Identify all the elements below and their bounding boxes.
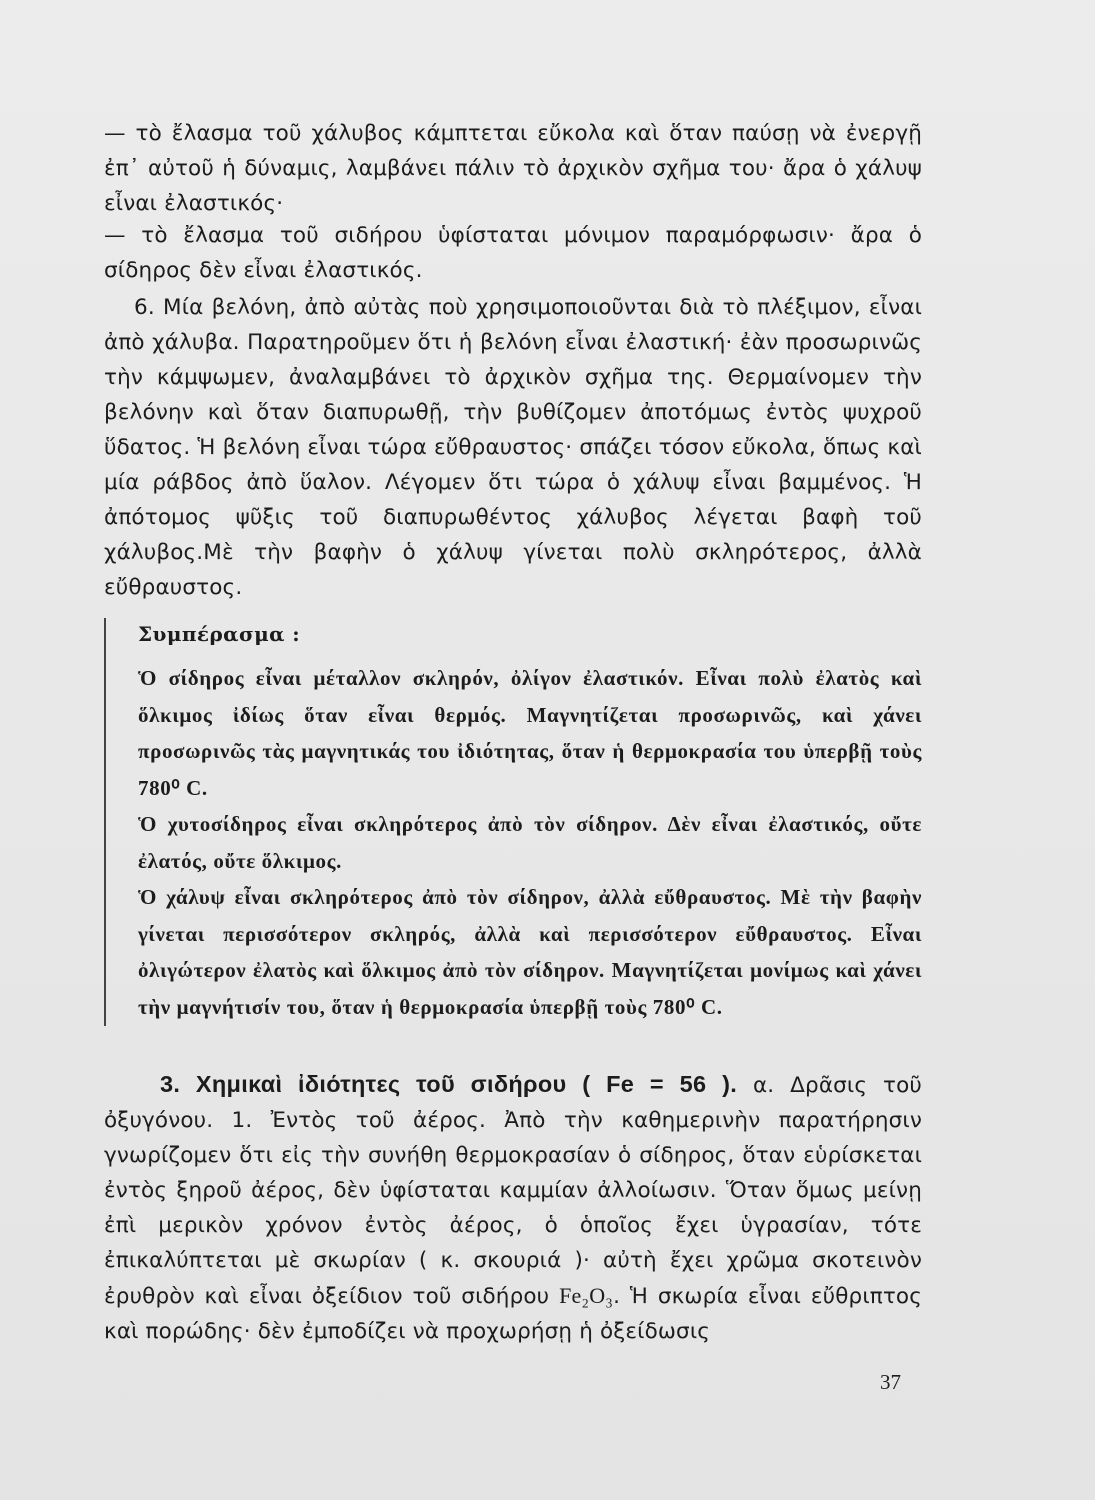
paragraph-needle-experiment-text: 6. Μία βελόνη, ἀπὸ αὐτὰς ποὺ χρησιμοποιοῦνται διὰ τὸ πλέξιμον, εἶναι ἀπὸ χάλυβα. Παρατηροῦμεν ὅτι ἡ βελόνη εἶναι ἐλαστική· ἐὰν προσωρινῶς τὴν κάμψωμεν, ἀναλαμβάνει τὸ ἀρχικὸν σχῆμα της. Θερμαίνομεν τὴν βελόνην καὶ ὅταν διαπυρωθῇ, τὴν βυθίζομεν ἀποτόμως ἐντὸς ψυχροῦ ὕδατος. Ἡ βελόνη εἶναι τώρα εὔθραυστος· σπάζει τόσον εὔκολα, ὅπως καὶ μία ράβδος ἀπὸ ὕαλον. Λέγομεν ὅτι τώρα ὁ χάλυψ εἶναι βαμμένος. Ἡ ἀπότομος ψῦξις τοῦ διαπυρωθέντος χάλυβος λέγεται βαφὴ τοῦ χάλυβος.Μὲ τὴν βαφὴν ὁ χάλυψ γίνεται πολὺ σκληρότερος, ἀλλὰ εὔθραυστος. [104,295,922,600]
conclusion-item-steel: Ὁ χάλυψ εἶναι σκληρότερος ἀπὸ τὸν σίδηρον, ἀλλὰ εὔθραυστος. Μὲ τὴν βαφὴν γίνεται περισσότερον σκληρός, ἀλλὰ καὶ περισσότερον εὔθραυστος. Εἶναι ὀλιγώτερον ἐλατὸς καὶ ὅλκιμος ἀπὸ τὸν σίδηρον. Μαγνητίζεται μονίμως καὶ χάνει τὴν μαγνήτισίν του, ὅταν ἡ θερμοκρασία ὑπερβῇ τοὺς 780⁰ C. [138,885,922,1019]
conclusion-title: Συμπέρασμα : [138,622,301,646]
paragraph-iron-deformation: — τὸ ἔλασμα τοῦ σιδήρου ὑφίσταται μόνιμον παραμόρφωσιν· ἄρα ὁ σίδηρος δὲν εἶναι ἐλαστικός. [104,223,922,283]
section-chemical-properties [104,1067,922,1349]
conclusion-body [138,660,922,1025]
paragraph-needle-experiment [104,290,922,605]
conclusion-item-cast-iron: Ὁ χυτοσίδηρος εἶναι σκληρότερος ἀπὸ τὸν σίδηρον. Δὲν εἶναι ἐλαστικός, οὔτε ἐλατός, οὔτε ὅλκιμος. [138,812,922,873]
section-text: α. Δρᾶσις τοῦ ὀξυγόνου. 1. Ἐντὸς τοῦ ἀέρος. Ἀπὸ τὴν καθημερινὴν παρατήρησιν γνωρίζομεν ὅτι εἰς τὴν συνήθη θερμοκρασίαν ὁ σίδηρος, ὅταν εὑρίσκεται ἐντὸς ξηροῦ ἀέρος, δὲν ὑφίσταται καμμίαν ἀλλοίωσιν. Ὅταν ὅμως μείνῃ ἐπὶ μερικὸν χρόνον ἐντὸς ἀέρος, ὁ ὁποῖος ἔχει ὑγρασίαν, τότε ἐπικαλύπτεται μὲ σκωρίαν ( κ. σκουριά )· αὐτὴ ἔχει χρῶμα σκοτεινὸν ἐρυθρὸν καὶ εἶναι ὀξείδιον τοῦ σιδήρου [104,1073,922,1309]
section-text-continued: . Ἡ σκωρία εἶναι εὔθριπτος καὶ πορώδης· δὲν ἐμποδίζει νὰ προχωρήσῃ ἡ ὀξείδωσις [104,1284,923,1344]
page-number: 37 [880,1370,901,1394]
rust-formula: Fe₂O₃ [559,1283,614,1308]
paragraph-steel-elasticity: — τὸ ἔλασμα τοῦ χάλυβος κάμπτεται εὔκολα καὶ ὅταν παύσῃ νὰ ἐνεργῇ ἐπ᾽ αὐτοῦ ἡ δύναμις, λαμβάνει πάλιν τὸ ἀρχικὸν σχῆμα του· ἄρα ὁ χάλυψ εἶναι ἐλαστικός· [104,121,922,216]
conclusion-item-iron: Ὁ σίδηρος εἶναι μέταλλον σκληρόν, ὀλίγον ἐλαστικόν. Εἶναι πολὺ ἐλατὸς καὶ ὅλκιμος ἰδίως ὅταν εἶναι θερμός. Μαγνητίζεται προσωρινῶς, καὶ χάνει προσωρινῶς τὰς μαγνητικάς του ἰδιότητας, ὅταν ἡ θερμοκρασία του ὑπερβῇ τοὺς 780⁰ C. [138,666,922,800]
section-heading: 3. Χημικαὶ ἰδιότητες τοῦ σιδήρου ( Fe = 56 ). [160,1071,738,1097]
conclusion-box [104,618,924,1026]
